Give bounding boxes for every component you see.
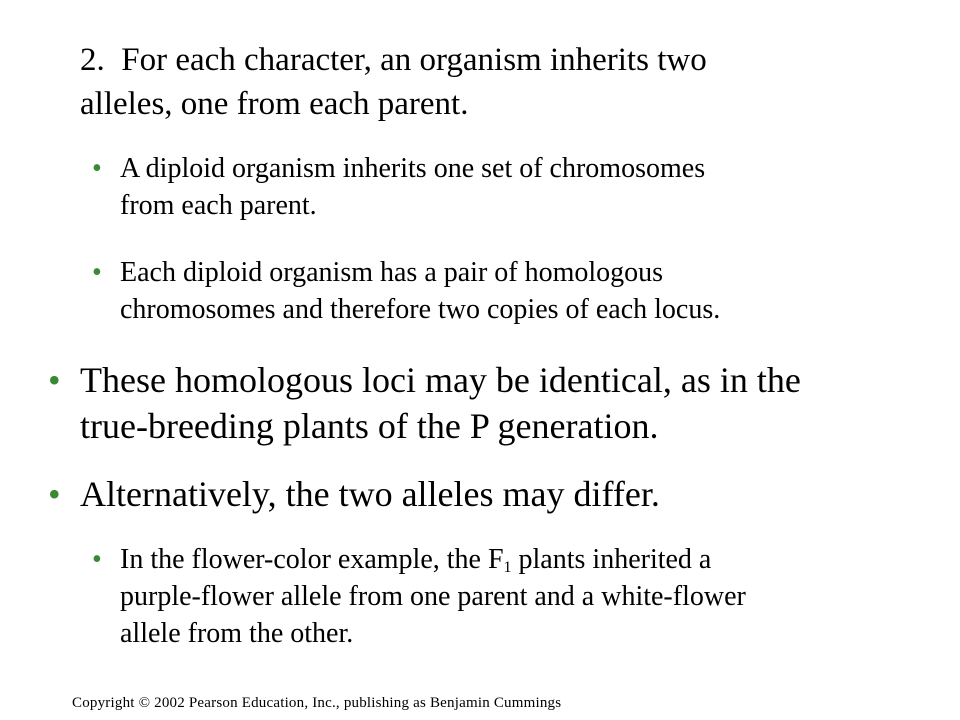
slide-heading xyxy=(80,38,900,126)
bullet-line: A diploid organism inherits one set of chromosomes xyxy=(120,153,706,184)
bullet-line: from each parent. xyxy=(120,190,317,221)
heading-line-1: 2. For each character, an organism inherits two xyxy=(80,42,707,78)
bullet-text xyxy=(120,254,912,328)
bullet-text xyxy=(120,150,912,224)
bullet-line-part: plants inherited a xyxy=(511,544,712,575)
bullet-dot: • xyxy=(48,360,61,400)
bullet-dot: • xyxy=(48,474,61,514)
main-bullet-alleles-differ xyxy=(48,471,928,517)
bullet-dot: • xyxy=(92,153,102,184)
heading-line-2: alleles, one from each parent. xyxy=(80,86,469,122)
sub-bullet-homologous-pair xyxy=(92,254,912,328)
bullet-text xyxy=(120,541,912,652)
bullet-dot: • xyxy=(92,257,102,288)
bullet-line xyxy=(120,544,711,575)
bullet-line: Alternatively, the two alleles may differ. xyxy=(80,474,660,514)
bullet-line: purple-flower allele from one parent and a white-flower xyxy=(120,581,746,612)
bullet-line-part: In the flower-color example, the F xyxy=(120,544,504,575)
bullet-line: Each diploid organism has a pair of homologous xyxy=(120,257,664,288)
f1-subscript: 1 xyxy=(503,559,512,576)
sub-bullet-diploid-inherits xyxy=(92,150,912,224)
bullet-line: allele from the other. xyxy=(120,618,354,649)
bullet-text xyxy=(80,471,928,517)
bullet-text xyxy=(80,357,928,449)
sub-bullet-flower-color-example xyxy=(92,541,912,652)
copyright-notice: Copyright © 2002 Pearson Education, Inc., publishing as Benjamin Cummings xyxy=(72,695,562,711)
bullet-line: These homologous loci may be identical, as in the xyxy=(80,360,801,400)
bullet-line: true-breeding plants of the P generation. xyxy=(80,406,659,446)
main-bullet-identical-loci xyxy=(48,357,928,449)
bullet-dot: • xyxy=(92,544,102,575)
bullet-line: chromosomes and therefore two copies of each locus. xyxy=(120,294,721,325)
